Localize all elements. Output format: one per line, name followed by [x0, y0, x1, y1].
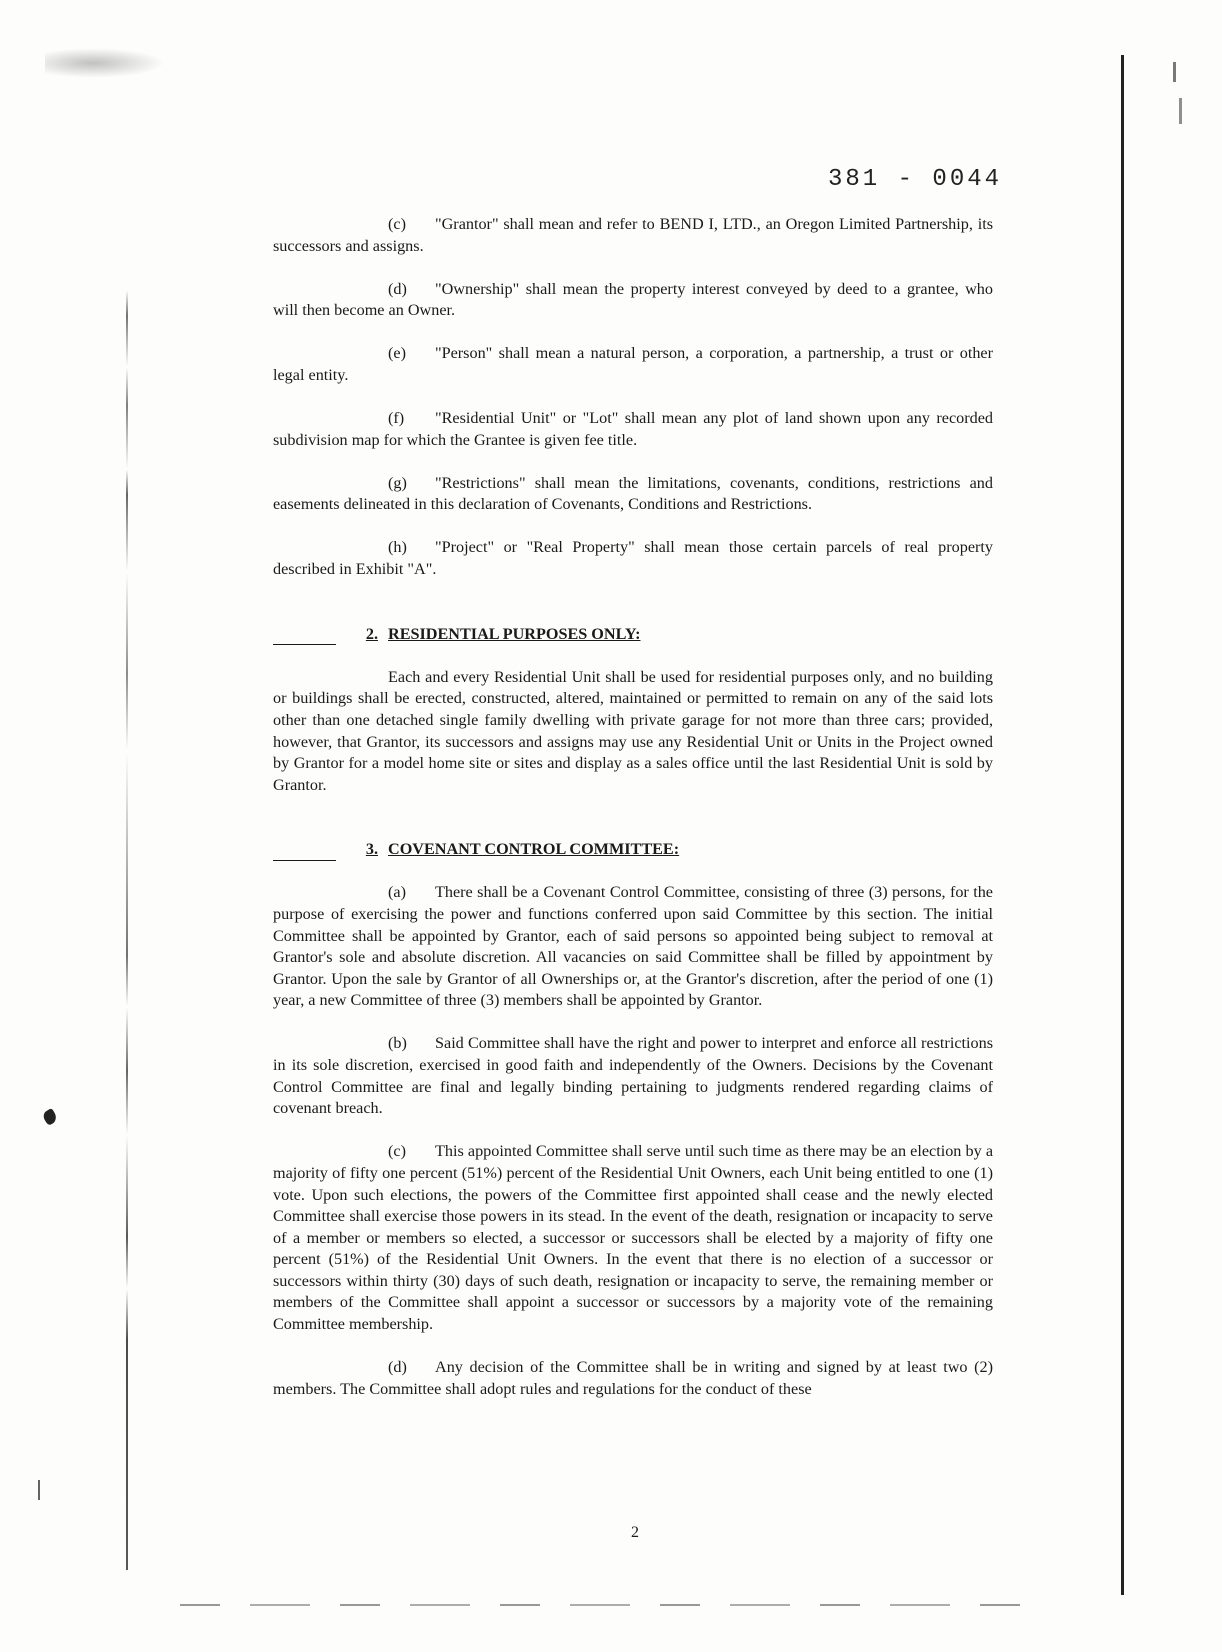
scan-speck	[1179, 98, 1182, 124]
item-marker: (a)	[388, 883, 406, 902]
section-2-body: Each and every Residential Unit shall be used for residential purposes only, and no building or buildings shall be erected, constructed, altered, maintained or permitted to remain on any of the said lots other than one detached single family dwelling with private garage for not more than three cars; provided, however, that Grantor, its successors and assigns may use any Residential Unit or Units in the Project owned by Grantor for a model home site or sites and display as a sales office until the last Residential Unit is sold by Grantor.	[273, 667, 993, 794]
definition-marker: (d)	[388, 279, 407, 298]
definition-text: "Residential Unit" or "Lot" shall mean any plot of land shown upon any recorded subdivision map for which the Grantee is given fee title.	[273, 409, 993, 449]
definition-g	[273, 473, 993, 516]
scan-edge-bottom	[180, 1604, 1040, 1606]
definition-marker: (c)	[388, 215, 406, 233]
definition-marker: (e)	[388, 344, 406, 363]
page-number: 2	[631, 1524, 639, 1541]
definition-marker: (h)	[388, 538, 407, 557]
definition-text: "Project" or "Real Property" shall mean those certain parcels of real property described in Exhibit "A".	[273, 538, 993, 579]
item-text: Any decision of the Committee shall be in writing and signed by at least two (2) members. The Committee shall adopt rules and regulations for the conduct of these	[273, 1358, 993, 1398]
scan-speck	[41, 1108, 58, 1126]
section-2-heading	[273, 624, 993, 646]
definition-marker: (f)	[388, 409, 405, 428]
item-marker: (d)	[388, 1358, 407, 1377]
section-3-item-c	[273, 1141, 993, 1335]
definition-c	[273, 214, 993, 257]
page-reference-number: 381 - 0044	[828, 166, 1003, 193]
scan-speck	[1173, 62, 1176, 82]
section-3-item-d	[273, 1357, 993, 1400]
definition-f	[273, 408, 993, 451]
section-number: 2.	[365, 624, 378, 643]
section-3-item-a	[273, 882, 993, 1012]
item-text: There shall be a Covenant Control Committee, consisting of three (3) persons, for the purpose of exercising the power and functions conferred upon said Committee by this section. The initial Committee shall be appointed by Grantor, each of said persons so appointed being subject to removal at Grantor's sole and absolute discretion. All vacancies on said Committee shall be filled by appointment by Grantor. Upon the sale by Grantor of all Ownerships or, at the Grantor's discretion, after the period of one (1) year, a new Committee of three (3) members shall be appointed by Grantor.	[273, 883, 993, 1010]
item-text: This appointed Committee shall serve until such time as there may be an election by a majority of fifty one percent (51%) percent of the Residential Unit Owners, each Unit being entitled to one (1) vote. Upon such elections, the powers of the Committee first appointed shall cease and the newly elected Committee shall exercise those powers in its stead. In the event of the death, resignation or incapacity to serve of a member or members so elected, a successor or successors shall be elected by a majority of fifty one percent (51%) of the Residential Unit Owners. In the event that there is no election of a successor or successors within thirty (30) days of such death, resignation or incapacity to serve, the remaining member or members of the Committee shall appoint a successor or successors by a majority vote of the remaining Committee membership.	[273, 1142, 993, 1334]
item-text: Said Committee shall have the right and power to interpret and enforce all restrictions in its sole discretion, exercised in good faith and independently of the Owners. Decisions by the Covenant Control Committee are final and legally binding pertaining to judgments rendered regarding claims of covenant breach.	[273, 1034, 993, 1118]
scan-edge-right	[1121, 55, 1124, 1595]
section-title: COVENANT CONTROL COMMITTEE:	[388, 840, 680, 859]
item-marker: (b)	[388, 1034, 407, 1053]
item-marker: (c)	[388, 1142, 406, 1161]
definition-h	[273, 537, 993, 580]
definition-marker: (g)	[388, 473, 407, 492]
scan-smudge	[45, 48, 165, 78]
section-number: 3.	[365, 840, 378, 859]
scan-speck	[38, 1480, 40, 1500]
definition-text: "Person" shall mean a natural person, a corporation, a partnership, a trust or other legal entity.	[273, 344, 993, 384]
section-3-heading	[273, 839, 993, 861]
definition-text: "Restrictions" shall mean the limitations, covenants, conditions, restrictions and easements delineated in this declaration of Covenants, Conditions and Restrictions.	[273, 473, 993, 514]
definition-e	[273, 343, 993, 386]
definition-d	[273, 279, 993, 322]
section-3-item-b	[273, 1033, 993, 1119]
definition-text: "Grantor" shall mean and refer to BEND I, LTD., an Oregon Limited Partnership, its successors and assigns.	[273, 215, 993, 255]
scan-edge-left	[126, 290, 128, 1570]
definition-text: "Ownership" shall mean the property interest conveyed by deed to a grantee, who will then become an Owner.	[273, 279, 993, 320]
section-title: RESIDENTIAL PURPOSES ONLY:	[388, 624, 641, 643]
document-body	[273, 214, 993, 1400]
